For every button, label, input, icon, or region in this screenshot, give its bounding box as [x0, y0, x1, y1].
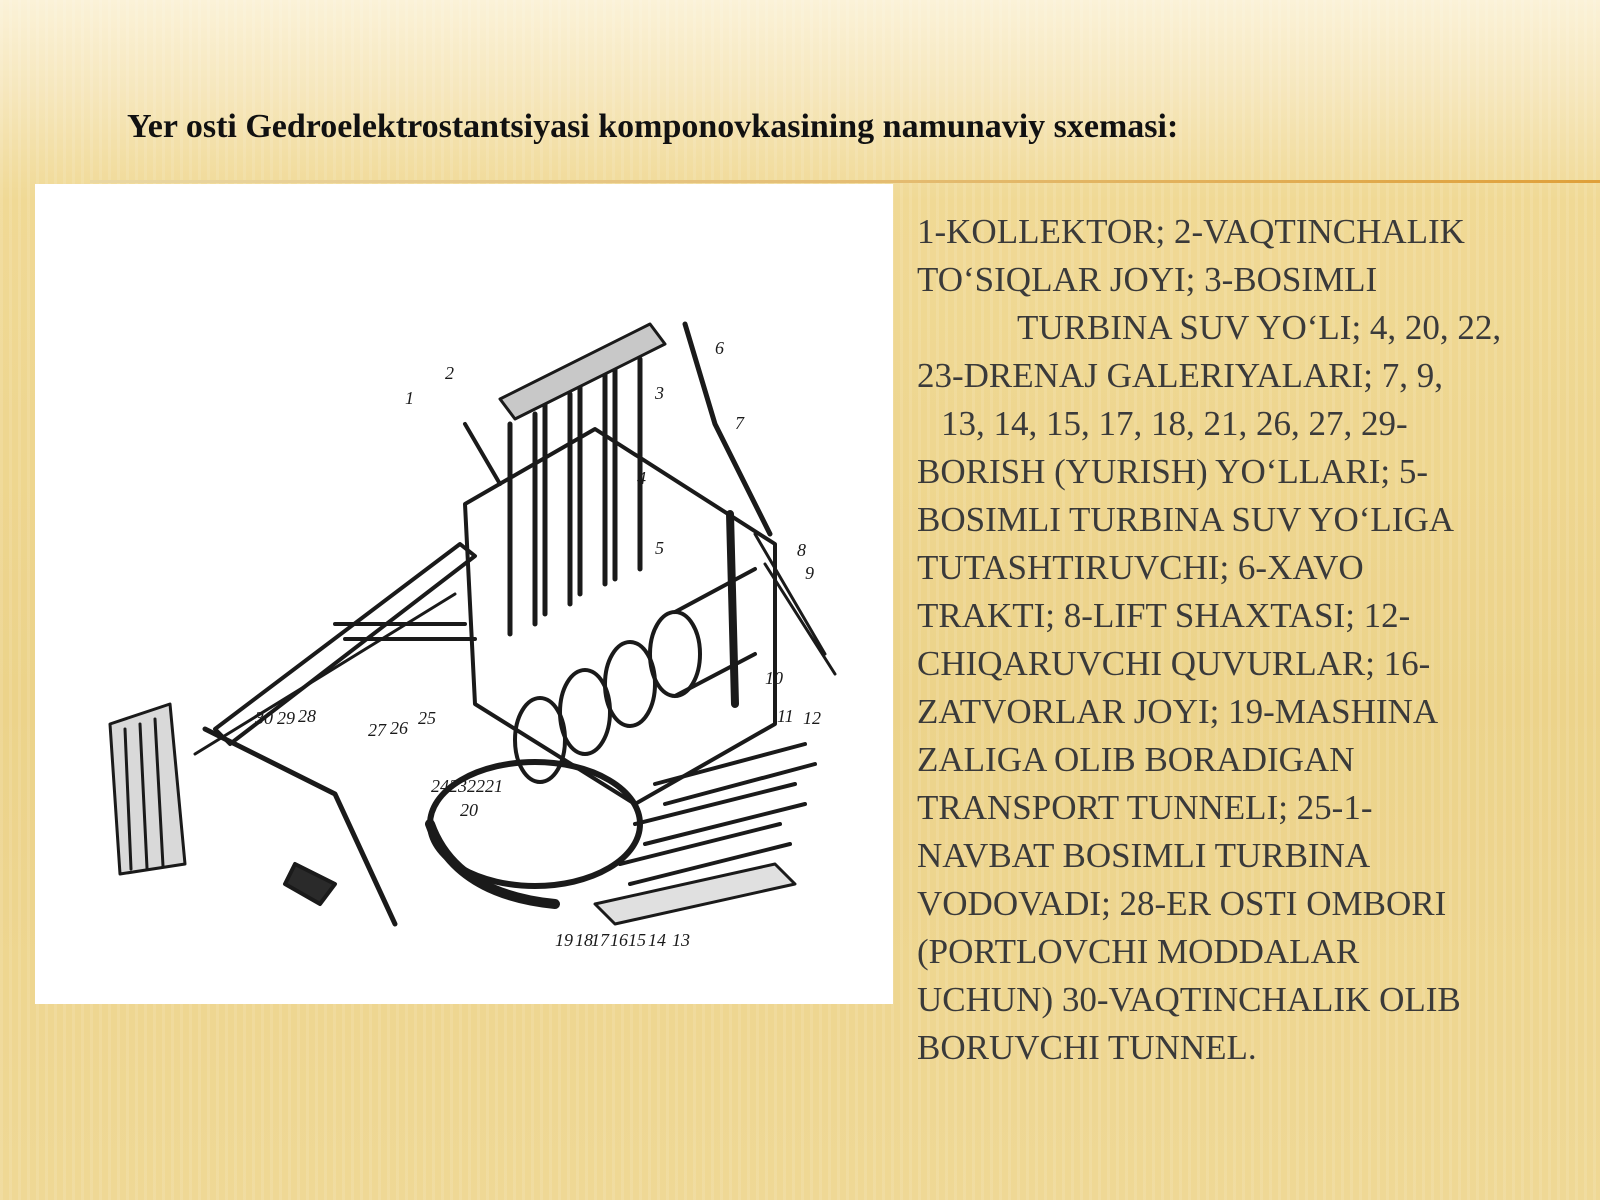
- diagram-label: 9: [805, 563, 814, 583]
- legend-line: TRAKTI; 8-LIFT SHAXTASI; 12-: [917, 596, 1411, 635]
- legend-line: BORUVCHI TUNNEL.: [917, 1028, 1257, 1067]
- slide-title: Yer osti Gedroelektrostantsiyasi komponovkasining namunaviy sxemasi:: [127, 108, 1179, 145]
- diagram-label: 17: [591, 930, 609, 950]
- diagram-label: 27: [368, 720, 386, 740]
- title-divider: [90, 180, 1600, 183]
- legend-line: VODOVADI; 28-ER OSTI OMBORI: [917, 884, 1447, 923]
- legend-line: ZALIGA OLIB BORADIGAN: [917, 740, 1355, 779]
- diagram-label: 13: [672, 930, 690, 950]
- legend-line: TUTASHTIRUVCHI; 6-XAVO: [917, 548, 1364, 587]
- diagram-label: 26: [390, 718, 408, 738]
- diagram-label: 7: [735, 413, 744, 433]
- legend-line: BORISH (YURISH) YO‘LLARI; 5-: [917, 452, 1429, 491]
- underground-hydropower-layout-diagram: [35, 184, 893, 1004]
- diagram-label: 24: [431, 776, 449, 796]
- legend-line: TRANSPORT TUNNELI; 25-1-: [917, 788, 1373, 827]
- diagram-label: 29: [277, 708, 295, 728]
- diagram-label: 2: [445, 363, 454, 383]
- diagram-label: 3: [655, 383, 664, 403]
- diagram-label: 19: [555, 930, 573, 950]
- legend-line: 13, 14, 15, 17, 18, 21, 26, 27, 29-: [941, 404, 1408, 443]
- legend-line: 1-KOLLEKTOR; 2-VAQTINCHALIK: [917, 212, 1465, 251]
- diagram-label: 5: [655, 538, 664, 558]
- legend-line: BOSIMLI TURBINA SUV YO‘LIGA: [917, 500, 1455, 539]
- legend-line: CHIQARUVCHI QUVURLAR; 16-: [917, 644, 1431, 683]
- legend-line: TURBINA SUV YO‘LI; 4, 20, 22,: [1017, 308, 1502, 347]
- diagram-label: 12: [803, 708, 821, 728]
- diagram-label: 15: [628, 930, 646, 950]
- diagram-label: 22: [467, 776, 485, 796]
- diagram-label: 4: [637, 468, 646, 488]
- legend-line: NAVBAT BOSIMLI TURBINA: [917, 836, 1371, 875]
- legend-line: TO‘SIQLAR JOYI; 3-BOSIMLI: [917, 260, 1378, 299]
- layout-diagram-image: [35, 184, 893, 1004]
- diagram-label: 1: [405, 388, 414, 408]
- diagram-label: 14: [648, 930, 666, 950]
- legend-text: [917, 208, 1582, 1072]
- diagram-label: 28: [298, 706, 316, 726]
- legend-line: ZATVORLAR JOYI; 19-MASHINA: [917, 692, 1439, 731]
- diagram-label: 16: [610, 930, 628, 950]
- diagram-label: 18: [575, 930, 593, 950]
- diagram-label: 11: [777, 706, 794, 726]
- legend-line: (PORTLOVCHI MODDALAR: [917, 932, 1360, 971]
- diagram-label: 25: [418, 708, 436, 728]
- diagram-label: 10: [765, 668, 783, 688]
- diagram-label: 30: [255, 708, 273, 728]
- legend-line: 23-DRENAJ GALERIYALARI; 7, 9,: [917, 356, 1443, 395]
- diagram-label: 23: [449, 776, 467, 796]
- diagram-label: 6: [715, 338, 724, 358]
- legend-line: UCHUN) 30-VAQTINCHALIK OLIB: [917, 980, 1461, 1019]
- diagram-label: 8: [797, 540, 806, 560]
- diagram-label: 20: [460, 800, 478, 820]
- diagram-label: 21: [485, 776, 503, 796]
